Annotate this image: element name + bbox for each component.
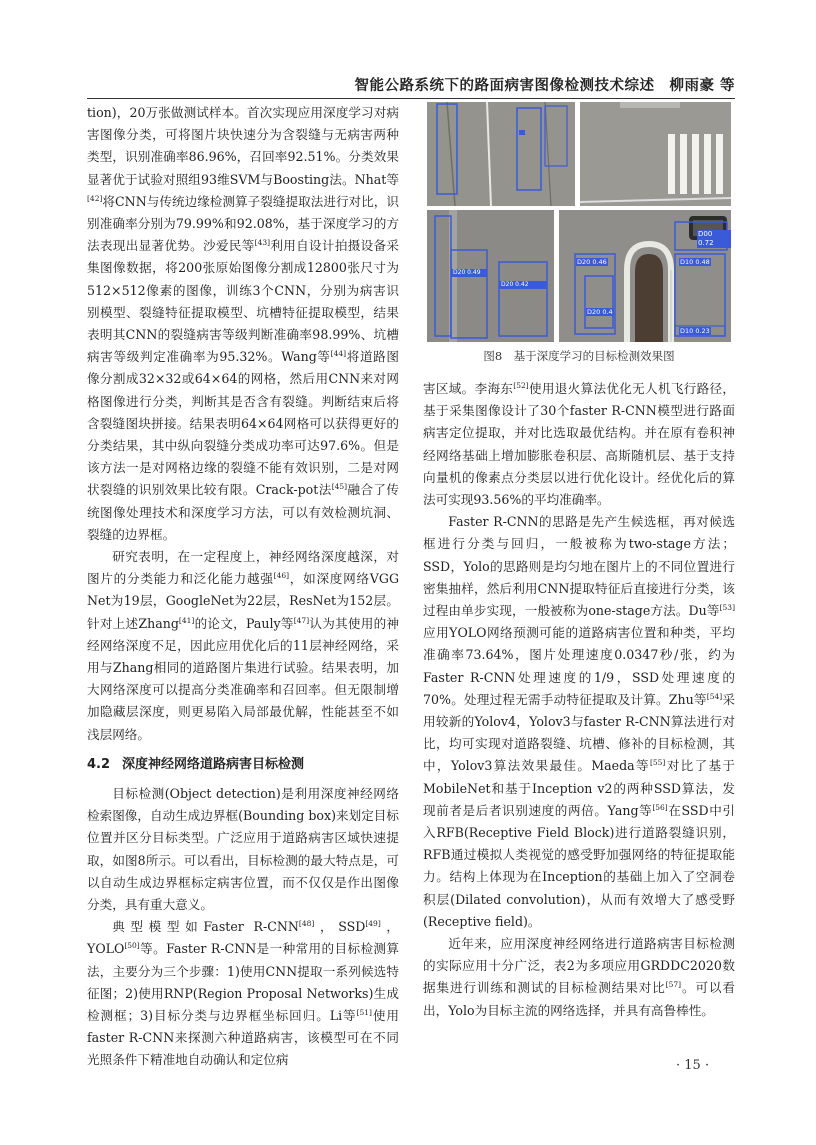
text-run: 使用退火算法优化无人机飞行路径，基于采集图像设计了30个faster R-CNN模型进行路面病害定位提取，并对比选取最优结构。并在原有卷积神经网络基础上增加膨胀卷积层、高斯随机层、基于支持向量机的像素点分类层以进行优化设计。经优化后的算法可实现93.56%的平均准确率。	[423, 381, 736, 508]
box-label: D10 0.23	[680, 327, 710, 335]
text-run: 等。Faster R-CNN是一种常用的目标检测算法，主要分为三个步骤：1)使用CNN提取一系列候选特征图；2)使用RNP(Region Proposal Networks)生成检测框；3)目标分类与边界框坐标回归。Li等	[87, 941, 399, 1023]
section-number: 4.2	[87, 756, 111, 772]
paragraph	[423, 933, 735, 1022]
box-label: D20 0.42	[501, 281, 529, 288]
citation-ref: [51]	[356, 1007, 372, 1017]
box-label: D00 0.72	[697, 230, 731, 248]
box-label: D20 0.4	[587, 308, 613, 316]
detection-photo-3	[427, 210, 554, 342]
citation-ref: [42]	[87, 193, 103, 203]
citation-ref: [46]	[273, 571, 290, 581]
text-run: 使用faster R-CNN来探测六种道路病害，该模型可在不同光照条件下精准地自动确认和定位病	[87, 1007, 400, 1068]
text-run: 采用较新的Yolov4，Yolov3与faster R-CNN算法进行对比，均可实现对道路裂缝、坑槽、修补的目标检测，其中，Yolov3算法效果最佳。Maeda等	[423, 691, 736, 774]
text-run: 研究表明，在一定程度上，神经网络深度越深，对图片的分类能力和泛化能力越强	[87, 549, 399, 587]
text-run: 将CNN与传统边缘检测算子裂缝提取法进行对比，识别准确率分别为79.99%和92.08%，基于深度学习的方法表现出显著优势。沙爱民等	[87, 193, 399, 254]
citation-ref: [55]	[649, 758, 666, 768]
text-run: 应用YOLO网络预测可能的道路病害位置和种类，平均准确率73.64%，图片处理速度0.0347秒/张，约为Faster R-CNN处理速度的1/9，SSD处理速度的70%。处理过程无需手动特征提取及计算。Zhu等	[423, 625, 735, 707]
text-run: 认为其使用的神经网络深度不足，因此应用优化后的11层神经网络，采用与Zhang相同的道路图片集进行试验。结果表明，加大网络深度可以提高分类准确率和召回率。但无限制增加隐藏层深度，则更易陷入局部最优解，性能甚至不如浅层网络。	[87, 615, 400, 742]
text-run: 。可以看出，Yolo为目标主流的网络选择，并具有高鲁棒性。	[423, 980, 736, 1018]
text-run: ，YOLO	[87, 919, 399, 957]
figure-caption: 图8 基于深度学习的目标检测效果图	[483, 349, 675, 363]
paragraph	[87, 102, 399, 546]
running-header-title: 智能公路系统下的路面病害图像检测技术综述 柳雨豪 等	[354, 78, 735, 94]
text-run: 将道路图像分割成32×32或64×64的网格，然后用CNN来对网格图像进行分类，判断其是否含有裂缝。判断结束后将含裂缝图块拼接。结果表明64×64网格可以获得更好的分类结果，其中纵向裂缝分类成功率可达97.6%。但是该方法一是对网格边缘的裂缝不能有效识别，二是对网状裂缝的识别效果比较有限。Crack-pot法	[87, 349, 399, 498]
page-number: · 15 ·	[676, 1058, 710, 1073]
citation-ref: [48]	[298, 918, 315, 928]
text-run: 近年来，应用深度神经网络进行道路病害目标检测的实际应用十分广泛，表2为多项应用GRDDC2020数据集进行训练和测试的目标检测结果对比	[423, 936, 735, 996]
box-label: D10 0.48	[680, 258, 710, 266]
citation-ref: [44]	[330, 349, 347, 359]
paragraph	[423, 378, 735, 511]
header-rule	[87, 98, 735, 99]
section-title: 深度神经网络道路病害目标检测	[122, 756, 305, 772]
citation-ref: [49]	[365, 918, 381, 928]
text-run: 典型模型如Faster R-CNN	[112, 919, 299, 935]
text-run: 目标检测(Object detection)是利用深度神经网络检索图像，自动生成边界框(Bounding box)来划定目标位置并区分目标类型。广泛应用于道路病害区域快速提取，如图8所示。可以看出，目标检测的最大特点是，可以自动生成边界框标定病害位置，而不仅仅是作出图像分类，具有重大意义。	[87, 785, 399, 912]
section-heading	[87, 755, 399, 775]
box-label: D20 0.46	[577, 258, 607, 266]
text-run: 在SSD中引入RFB(Receptive Field Block)进行道路裂缝识别，RFB通过模拟人类视觉的感受野加强网络的特征提取能力。结构上体现为在Inception的基础上加入了空洞卷积层(Dilated convolution)，从而有效增大了感受野(Receptive field)。	[423, 802, 735, 929]
citation-ref: [50]	[124, 941, 140, 951]
left-column	[87, 102, 399, 1072]
text-run: 的论文，Pauly等	[194, 615, 294, 631]
running-header	[87, 74, 735, 98]
paragraph	[87, 916, 399, 1071]
text-run: 利用自设计拍摄设备采集图像数据，将200张原始图像分割成12800张尺寸为512×512像素的图像，训练3个CNN，分别为病害识别模型、裂缝特征提取模型、坑槽特征提取模型，结果表明其CNN的裂缝病害等级判断准确率98.99%、坑槽病害等级判定准确率为95.32%。Wang等	[87, 238, 400, 365]
citation-ref: [52]	[513, 380, 529, 390]
text-run: 融合了传统图像处理技术和深度学习方法，可以有效检测坑洞、裂缝的边界框。	[87, 482, 400, 542]
paragraph	[87, 546, 399, 746]
text-run: 害区域。李海东	[423, 381, 514, 396]
paragraph	[87, 783, 399, 916]
box-label: D20 0.49	[453, 269, 481, 276]
paragraph	[423, 511, 735, 933]
citation-ref: [45]	[331, 482, 348, 492]
right-column	[423, 378, 735, 1022]
text-run: 对比了基于MobileNet和基于Inception v2的两种SSD算法，发现前者是后者识别速度的两倍。Yang等	[423, 758, 736, 818]
detection-photo-2	[580, 102, 731, 206]
detection-photo-1	[427, 102, 575, 206]
text-run: ，如深度网络VGG Net为19层，GoogleNet为22层，ResNet为152层。针对上述Zhang	[87, 571, 400, 631]
text-run: tion)，20万张做测试样本。首次实现应用深度学习对病害图像分类，可将图片块快速分为含裂缝与无病害两种类型，识别准确率86.96%，召回率92.51%。分类效果显著优于试验对照组93维SVM与Boosting法。Nhat等	[87, 105, 399, 187]
citation-ref: [54]	[706, 691, 723, 701]
text-run: Faster R-CNN的思路是先产生候选框，再对候选框进行分类与回归，一般被称为two-stage方法；SSD，Yolo的思路则是均匀地在图片上的不同位置进行密集抽样，然后利用CNN提取特征后直接进行分类，该过程由单步实现，一般被称为one-stage方法。Du等	[423, 514, 735, 619]
citation-ref: [43]	[254, 238, 271, 248]
citation-ref: [53]	[719, 602, 735, 612]
figure-8	[427, 102, 731, 342]
citation-ref: [41]	[178, 615, 195, 625]
text-run: ，SSD	[314, 919, 366, 935]
detection-photo-4	[559, 210, 731, 342]
citation-ref: [56]	[652, 802, 668, 812]
citation-ref: [47]	[293, 615, 310, 625]
citation-ref: [57]	[665, 980, 682, 990]
